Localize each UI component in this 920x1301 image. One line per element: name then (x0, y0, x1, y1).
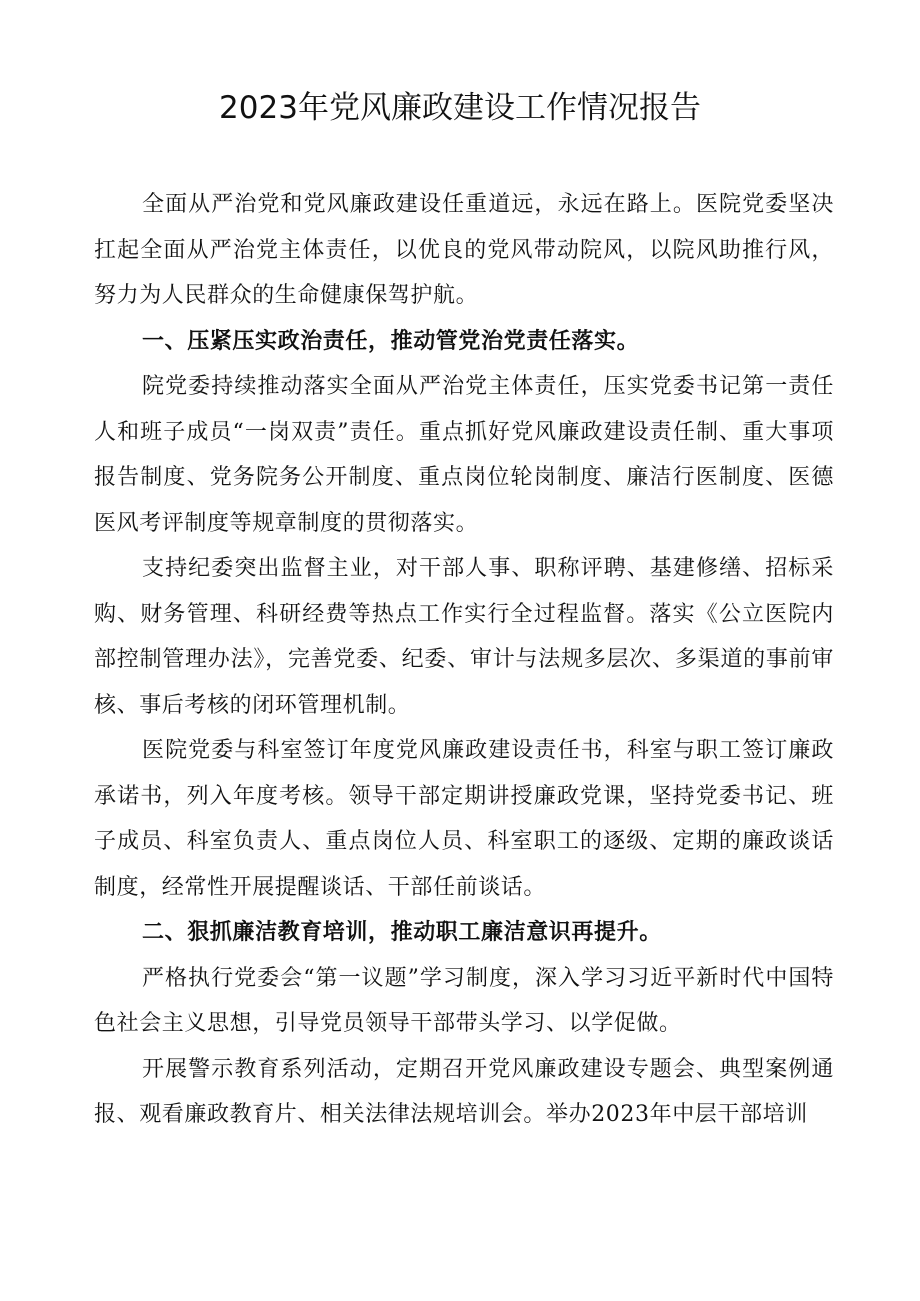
document-body (94, 182, 834, 1138)
body-paragraph: 院党委持续推动落实全面从严治党主体责任，压实党委书记第一责任人和班子成员“一岗双责”责任。重点抓好党风廉政建设责任制、重大事项报告制度、党务院务公开制度、重点岗位轮岗制度、廉洁行医制度、医德医风考评制度等规章制度的贯彻落实。 (94, 374, 834, 536)
body-paragraph: 医院党委与科室签订年度党风廉政建设责任书，科室与职工签订廉政承诺书，列入年度考核。领导干部定期讲授廉政党课，坚持党委书记、班子成员、科室负责人、重点岗位人员、科室职工的逐级、定期的廉政谈话制度，经常性开展提醒谈话、干部任前谈话。 (94, 738, 834, 900)
body-paragraph: 支持纪委突出监督主业，对干部人事、职称评聘、基建修缮、招标采购、财务管理、科研经费等热点工作实行全过程监督。落实《公立医院内部控制管理办法》，完善党委、纪委、审计与法规多层次、多渠道的事前审核、事后考核的闭环管理机制。 (94, 556, 834, 718)
document-title: 2023年党风廉政建设工作情况报告 (219, 90, 701, 126)
body-paragraph: 严格执行党委会“第一议题”学习制度，深入学习习近平新时代中国特色社会主义思想，引导党员领导干部带头学习、以学促做。 (94, 965, 834, 1036)
section-heading-2: 二、狠抓廉洁教育培训，推动职工廉洁意识再提升。 (142, 920, 662, 945)
section-heading-1: 一、压紧压实政治责任，推动管党治党责任落实。 (142, 328, 640, 354)
intro-paragraph: 全面从严治党和党风廉政建设任重道远，永远在路上。医院党委坚决扛起全面从严治党主体责任，以优良的党风带动院风，以院风助推行风，努力为人民群众的生命健康保驾护航。 (94, 192, 834, 308)
body-paragraph: 开展警示教育系列活动，定期召开党风廉政建设专题会、典型案例通报、观看廉政教育片、相关法律法规培训会。举办2023年中层干部培训 (94, 1056, 834, 1127)
